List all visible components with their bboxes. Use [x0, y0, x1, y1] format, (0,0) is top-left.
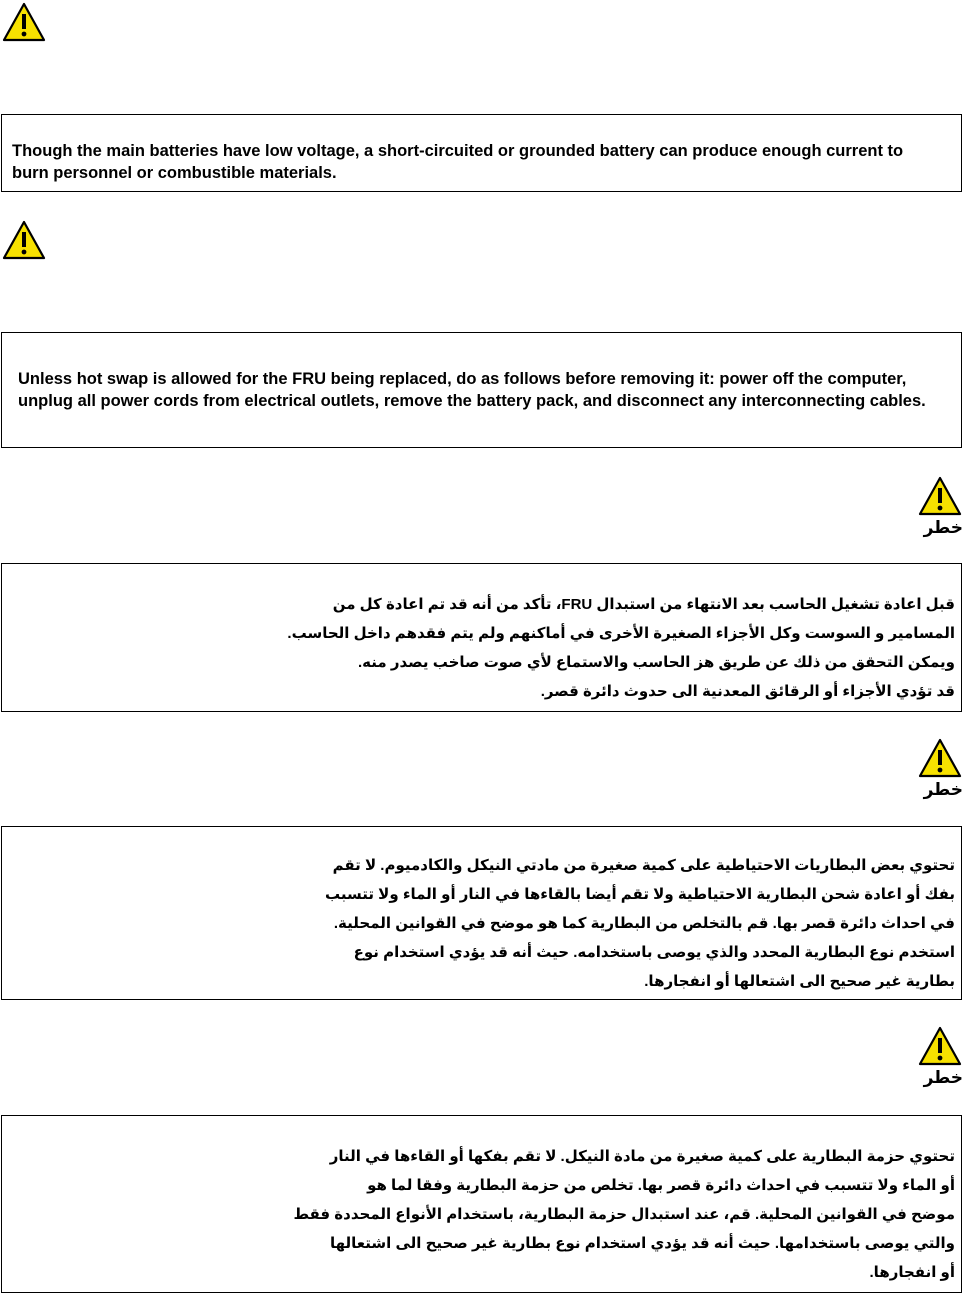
danger-line: تحتوي بعض البطاريات الاحتياطية على كمية صغيرة من مادتي النيكل والكادميوم. لا تقم: [332, 857, 955, 874]
danger-text-1: [287, 590, 955, 706]
danger-line: أو انفجارها.: [869, 1264, 955, 1281]
danger-line: قد تؤدي الأجزاء أو الرقائق المعدنية الى حدوث دائرة قصر.: [540, 683, 955, 700]
danger-line: بفك أو اعادة شحن البطارية الاحتياطية ولا تقم أيضا بالقاءها في النار أو الماء ولا تتسبب: [324, 886, 955, 903]
danger-text-3: [293, 1142, 955, 1287]
danger-label-2: خطر: [923, 780, 963, 799]
danger-line: أو الماء ولا تتسبب في احداث دائرة قصر بها. تخلص من حزمة البطارية وفقا لما هو: [367, 1177, 955, 1194]
danger-line: ويمكن التحقق من ذلك عن طريق هز الحاسب والاستماع لأي صوت صاخب يصدر منه.: [358, 654, 955, 671]
danger-line: موضح في القوانين المحلية. قم، عند استبدال حزمة البطارية، باستخدام الأنواع المحددة فقط: [293, 1206, 955, 1223]
danger-line: استخدم نوع البطارية المحدد والذي يوصى باستخدامه. حيث أنه قد يؤدي استخدام نوع: [353, 944, 955, 961]
warning-icon: [2, 2, 46, 42]
danger-label-1: خطر: [923, 518, 963, 537]
caution-text-1: Though the main batteries have low voltage, a short-circuited or grounded battery can produce enough current to burn personnel or combustible materials.: [12, 142, 904, 182]
warning-icon: [918, 476, 962, 516]
danger-line: في احداث دائرة قصر بها. قم بالتخلص من البطارية كما هو موضح في القوانين المحلية.: [333, 915, 955, 932]
danger-line: المسامير و السوست وكل الأجزاء الصغيرة الأخرى في أماكنهم ولم يتم فقدهم داخل الحاسب.: [287, 625, 955, 642]
warning-icon: [918, 738, 962, 778]
caution-text-2: Unless hot swap is allowed for the FRU being replaced, do as follows before removing it: power off the computer, unplug all power cords from electrical outlets, remove the battery pack, and disconnect any interconnecting cables.: [18, 370, 926, 410]
warning-icon: [2, 220, 46, 260]
danger-label-3: خطر: [923, 1068, 963, 1087]
danger-text-2: [324, 851, 955, 996]
warning-icon: [918, 1026, 962, 1066]
danger-line: قبل اعادة تشغيل الحاسب بعد الانتهاء من استبدال FRU، تأكد من أنه قد تم اعادة كل من: [332, 596, 955, 613]
danger-line: تحتوي حزمة البطارية على كمية صغيرة من مادة النيكل. لا تقم بفكها أو القاءها في النار: [329, 1148, 955, 1165]
danger-line: بطارية غير صحيح الى اشتعالها أو انفجارها.: [644, 973, 955, 990]
danger-line: والتي يوصى باستخدامها. حيث أنه قد يؤدي استخدام نوع بطارية غير صحيح الى اشتعالها: [330, 1235, 955, 1252]
